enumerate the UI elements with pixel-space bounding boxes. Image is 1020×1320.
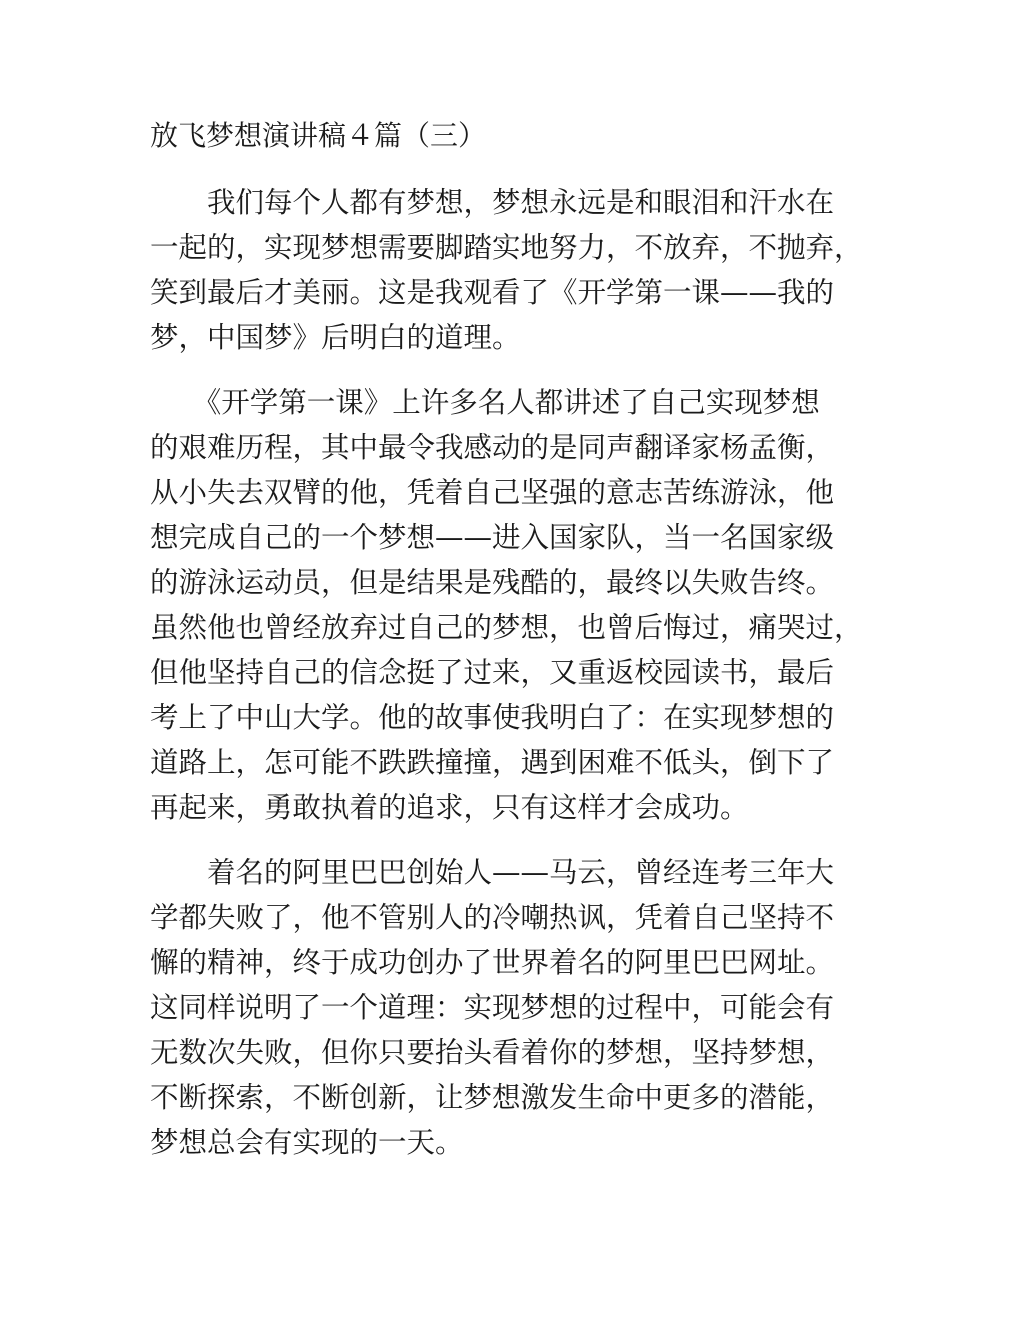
document-title: 放飞梦想演讲稿４篇（三） <box>150 119 487 152</box>
text-line: 无数次失败，但你只要抬头看着你的梦想，坚持梦想， <box>150 1036 835 1069</box>
text-line: 虽然他也曾经放弃过自己的梦想，也曾后悔过，痛哭过， <box>150 611 863 644</box>
text-line: 笑到最后才美丽。这是我观看了《开学第一课——我的 <box>150 276 835 309</box>
text-line: 学都失败了，他不管别人的冷嘲热讽，凭着自己坚持不 <box>150 901 835 934</box>
text-line: 梦想总会有实现的一天。 <box>150 1126 464 1159</box>
text-line: 从小失去双臂的他，凭着自己坚强的意志苦练游泳，他 <box>150 476 835 509</box>
text-line: 道路上，怎可能不跌跌撞撞，遇到困难不低头，倒下了 <box>150 746 835 779</box>
text-line: 一起的，实现梦想需要脚踏实地努力，不放弃，不抛弃， <box>150 231 863 264</box>
text-line: 懈的精神，终于成功创办了世界着名的阿里巴巴网址。 <box>150 946 835 979</box>
text-line: 的游泳运动员，但是结果是残酷的，最终以失败告终。 <box>150 566 835 599</box>
text-line: 这同样说明了一个道理：实现梦想的过程中，可能会有 <box>150 991 835 1024</box>
text-line: 着名的阿里巴巴创始人——马云，曾经连考三年大 <box>150 856 835 889</box>
paragraph-3 <box>150 850 882 1165</box>
text-line: 想完成自己的一个梦想——进入国家队，当一名国家级 <box>150 521 835 554</box>
text-line: 梦，中国梦》后明白的道理。 <box>150 321 521 354</box>
text-line: 再起来，勇敢执着的追求，只有这样才会成功。 <box>150 791 749 824</box>
document-body <box>150 116 882 1185</box>
text-line: 我们每个人都有梦想，梦想永远是和眼泪和汗水在 <box>150 186 835 219</box>
text-line: 但他坚持自己的信念挺了过来，又重返校园读书，最后 <box>150 656 835 689</box>
text-line: 考上了中山大学。他的故事使我明白了：在实现梦想的 <box>150 701 835 734</box>
text-line: 不断探索，不断创新，让梦想激发生命中更多的潜能， <box>150 1081 835 1114</box>
paragraph-1 <box>150 180 882 360</box>
paragraph-2 <box>150 380 882 830</box>
text-line: 的艰难历程，其中最令我感动的是同声翻译家杨孟衡， <box>150 431 835 464</box>
text-line: 《开学第一课》上许多名人都讲述了自己实现梦想 <box>150 386 820 419</box>
